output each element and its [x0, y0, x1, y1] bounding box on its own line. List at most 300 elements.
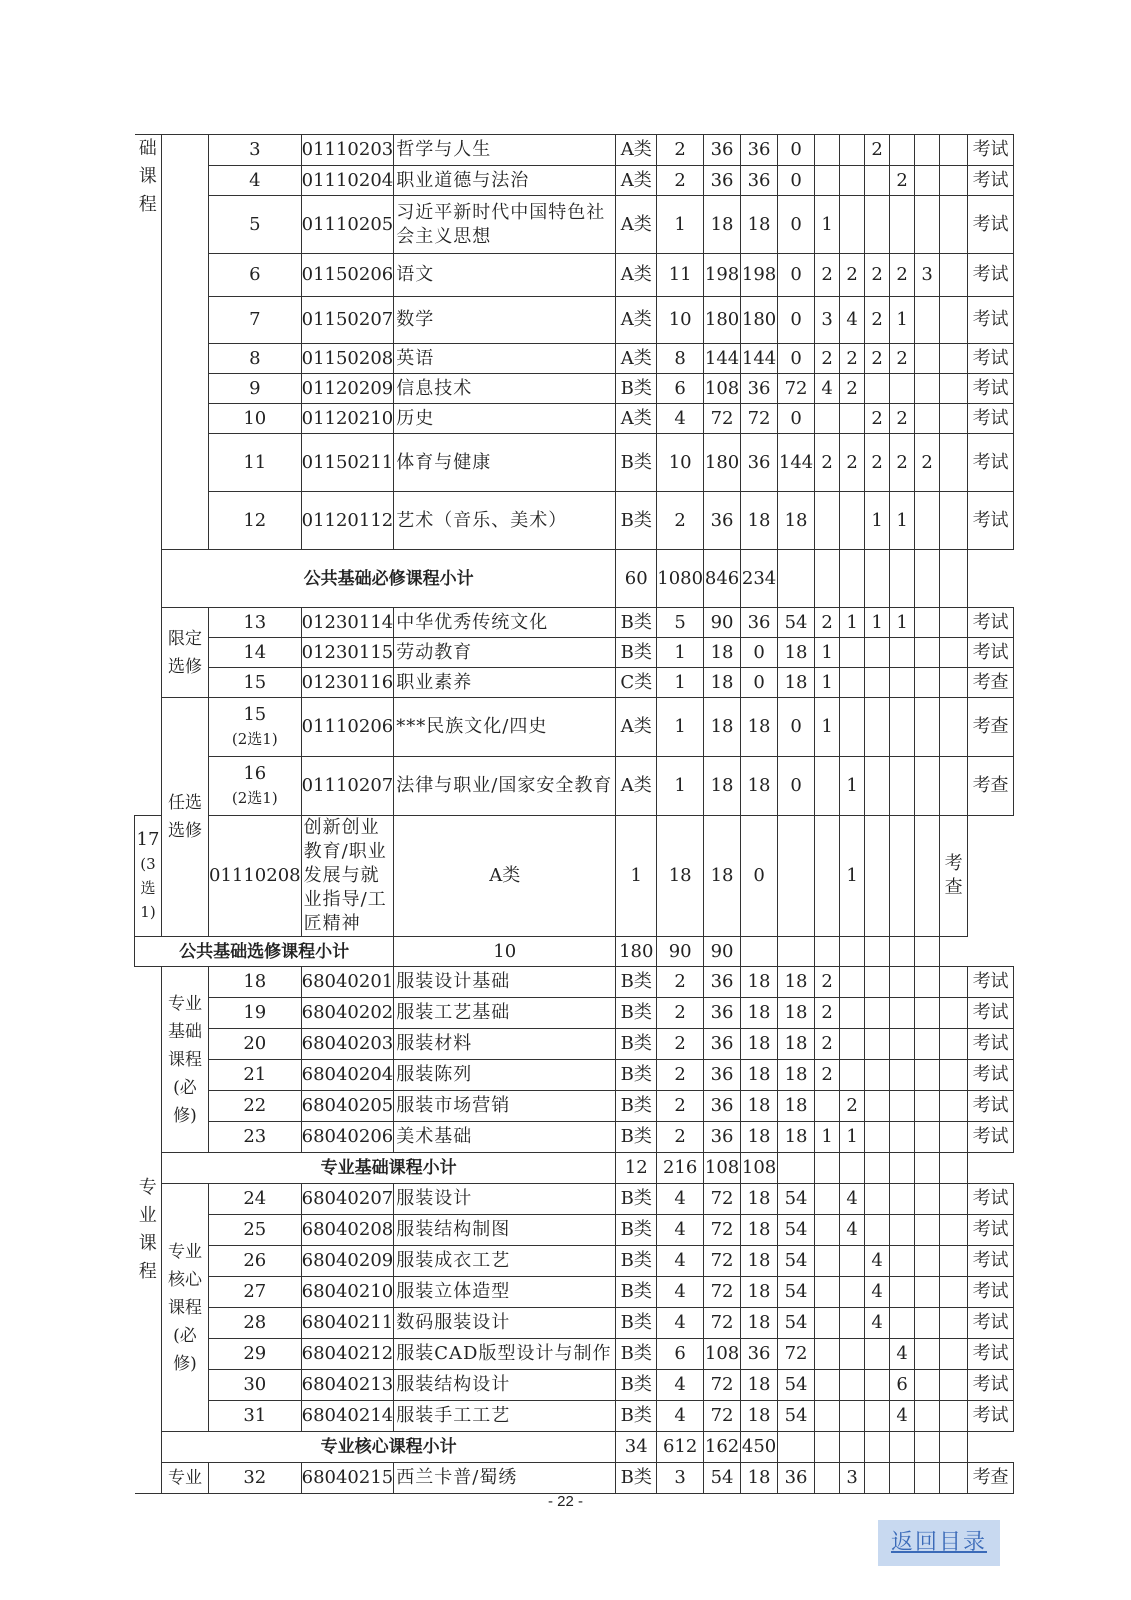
cell-credit: 4: [657, 1308, 704, 1339]
choice-note: (2选1): [231, 730, 278, 748]
cell-s3: [865, 196, 890, 254]
cell-type: A类: [394, 816, 616, 937]
subtotal-row: [135, 937, 1014, 967]
cell-s2: [840, 698, 865, 757]
cell-type: B类: [616, 1215, 657, 1246]
cell-credit: 2: [657, 166, 704, 196]
cell-s1: 2: [815, 967, 840, 998]
cell-s5: [915, 1029, 940, 1060]
cell-s1: [815, 757, 840, 816]
cell-s2: [840, 668, 865, 698]
cell-s6: [940, 492, 968, 550]
cell-credit: 4: [657, 404, 704, 434]
cell-name: 信息技术: [394, 374, 616, 404]
cell-s3: [865, 1215, 890, 1246]
table-row: [135, 374, 1014, 404]
cell-s6: [940, 1463, 968, 1494]
cell-s1: [815, 1091, 840, 1122]
cell-practice: 0: [778, 404, 815, 434]
cell-code: 68040204: [301, 1060, 394, 1091]
cell-practice: 54: [778, 1215, 815, 1246]
table-row: [135, 1091, 1014, 1122]
cell-s6: [940, 1184, 968, 1215]
cell-s4: [890, 698, 915, 757]
cell-s1: 2: [815, 434, 840, 492]
cell-theory: 18: [741, 1215, 778, 1246]
table-row: [135, 608, 1014, 638]
course-no: 16: [243, 763, 267, 784]
cell-s4: 4: [890, 1339, 915, 1370]
cell-s5: [915, 638, 940, 668]
cell-s1: 1: [815, 638, 840, 668]
cell-s2: [840, 1246, 865, 1277]
cell-s3: [865, 1401, 890, 1432]
subtotal-practice: 108: [741, 1153, 778, 1184]
cell-s2: [840, 1339, 865, 1370]
cell-s3: 4: [865, 1308, 890, 1339]
section-label-prof_core: 专业 核心 课程 (必修): [162, 1184, 209, 1432]
cell-s4: 2: [890, 404, 915, 434]
cell-s1: [815, 1184, 840, 1215]
cell-s2: [840, 135, 865, 166]
cell-code: 01230114: [301, 608, 394, 638]
table-row: [135, 1339, 1014, 1370]
cell-s3: [865, 166, 890, 196]
cell-no: 15: [209, 668, 302, 698]
cell-s5: 2: [915, 434, 940, 492]
cell-name: 法律与职业/国家安全教育: [394, 757, 616, 816]
subtotal-theory: 90: [657, 937, 704, 967]
cell-no: 12: [209, 492, 302, 550]
cell-s5: [915, 1463, 940, 1494]
section-label-free_elective: 任选 选修: [162, 698, 209, 937]
cell-code: 68040206: [301, 1122, 394, 1153]
cell-no: 8: [209, 344, 302, 374]
cell-practice: 18: [778, 1091, 815, 1122]
cell-s5: [915, 1184, 940, 1215]
cell-name: 西兰卡普/蜀绣: [394, 1463, 616, 1494]
cell-assess: 考试: [968, 135, 1014, 166]
cell-assess: 考试: [968, 1308, 1014, 1339]
cell-credit: 1: [657, 638, 704, 668]
cell-type: B类: [616, 967, 657, 998]
cell-s3: [865, 967, 890, 998]
cell-theory: 18: [741, 1401, 778, 1432]
cell-s6: [940, 1122, 968, 1153]
subtotal-label: 公共基础必修课程小计: [162, 550, 616, 608]
cell-s4: [890, 668, 915, 698]
cell-s5: [915, 492, 940, 550]
cell-no: 4: [209, 166, 302, 196]
cell-type: B类: [616, 1277, 657, 1308]
cell-practice: 0: [778, 698, 815, 757]
back-to-toc-link[interactable]: 返回目录: [878, 1520, 1000, 1566]
empty-section-cell: [162, 135, 209, 550]
cell-type: C类: [616, 668, 657, 698]
cell-name: 服装材料: [394, 1029, 616, 1060]
cell-theory: 18: [704, 816, 741, 937]
section-label-prof_ext: 专业: [162, 1463, 209, 1494]
cell-name: 服装手工工艺: [394, 1401, 616, 1432]
cell-practice: 0: [778, 135, 815, 166]
cell-s3: [865, 757, 890, 816]
table-row: [135, 344, 1014, 374]
cell-total: 72: [704, 1401, 741, 1432]
empty-cell: [940, 550, 968, 608]
cell-s6: [940, 434, 968, 492]
cell-practice: 54: [778, 1401, 815, 1432]
cell-s6: [940, 608, 968, 638]
cell-s2: [840, 404, 865, 434]
table-row: [135, 1122, 1014, 1153]
empty-cell: [815, 937, 840, 967]
cell-credit: 2: [657, 1060, 704, 1091]
cell-s4: [890, 374, 915, 404]
cell-assess: 考试: [968, 196, 1014, 254]
cell-type: A类: [616, 404, 657, 434]
cell-code: 01120209: [301, 374, 394, 404]
cell-total: 36: [704, 998, 741, 1029]
cell-assess: 考试: [968, 998, 1014, 1029]
table-row: [135, 638, 1014, 668]
cell-s1: 3: [815, 297, 840, 344]
cell-credit: 2: [657, 1091, 704, 1122]
cell-s4: [890, 638, 915, 668]
cell-assess: 考查: [968, 1463, 1014, 1494]
cell-s1: 2: [815, 344, 840, 374]
table-row: [135, 404, 1014, 434]
cell-total: 36: [704, 1122, 741, 1153]
cell-s1: 1: [815, 698, 840, 757]
cell-theory: 18: [741, 1308, 778, 1339]
cell-theory: 0: [741, 668, 778, 698]
cell-s4: [890, 757, 915, 816]
cell-s6: [940, 638, 968, 668]
cell-total: 54: [704, 1463, 741, 1494]
subtotal-credit: 60: [616, 550, 657, 608]
cell-total: 198: [704, 254, 741, 297]
cell-s4: [890, 1184, 915, 1215]
cell-practice: 72: [778, 374, 815, 404]
cell-name: 服装成衣工艺: [394, 1246, 616, 1277]
cell-total: 36: [704, 492, 741, 550]
cell-name: 服装设计: [394, 1184, 616, 1215]
cell-assess: 考查: [968, 698, 1014, 757]
cell-theory: 18: [741, 998, 778, 1029]
cell-theory: 18: [741, 1370, 778, 1401]
cell-s1: [815, 404, 840, 434]
cell-s4: [890, 1060, 915, 1091]
cell-s5: 3: [915, 254, 940, 297]
subtotal-credit: 10: [394, 937, 616, 967]
cell-s1: 2: [815, 1029, 840, 1060]
cell-practice: 72: [778, 1339, 815, 1370]
cell-code: 01110207: [301, 757, 394, 816]
cell-s6: [940, 668, 968, 698]
cell-type: A类: [616, 698, 657, 757]
empty-cell: [865, 937, 890, 967]
cell-s6: [940, 1029, 968, 1060]
cell-s1: 1: [815, 668, 840, 698]
subtotal-practice: 450: [741, 1432, 778, 1463]
cell-s4: [865, 816, 890, 937]
cell-theory: 36: [741, 608, 778, 638]
cell-code: 01150206: [301, 254, 394, 297]
cell-practice: 18: [778, 668, 815, 698]
cell-practice: 0: [778, 344, 815, 374]
cell-practice: 18: [778, 1060, 815, 1091]
cell-practice: 18: [778, 492, 815, 550]
subtotal-practice: 234: [741, 550, 778, 608]
cell-theory: 36: [741, 434, 778, 492]
cell-s3: [865, 1339, 890, 1370]
cell-name: 服装CAD版型设计与制作: [394, 1339, 616, 1370]
cell-s3: 2: [865, 344, 890, 374]
cell-s6: [940, 1277, 968, 1308]
cell-s3: [865, 1060, 890, 1091]
cell-type: B类: [616, 1029, 657, 1060]
cell-s5: [915, 166, 940, 196]
subtotal-total: 1080: [657, 550, 704, 608]
cell-practice: 0: [778, 166, 815, 196]
cell-credit: 4: [657, 1401, 704, 1432]
cell-theory: 18: [741, 1122, 778, 1153]
cell-no: 24: [209, 1184, 302, 1215]
cell-no: [209, 757, 302, 816]
cell-type: B类: [616, 434, 657, 492]
cell-no: 28: [209, 1308, 302, 1339]
cell-name: 习近平新时代中国特色社会主义思想: [394, 196, 616, 254]
cell-s1: 2: [815, 608, 840, 638]
cell-code: 68040214: [301, 1401, 394, 1432]
cell-s5: [915, 1308, 940, 1339]
cell-type: B类: [616, 638, 657, 668]
cell-theory: 198: [741, 254, 778, 297]
cell-name: ***民族文化/四史: [394, 698, 616, 757]
table-row: [135, 816, 1014, 937]
cell-s1: [815, 1463, 840, 1494]
table-row: [135, 1029, 1014, 1060]
empty-cell: [865, 550, 890, 608]
cell-code: 68040205: [301, 1091, 394, 1122]
cell-s3: [865, 1091, 890, 1122]
cell-code: 68040202: [301, 998, 394, 1029]
cell-assess: 考试: [968, 1184, 1014, 1215]
cell-credit: 4: [657, 1215, 704, 1246]
cell-type: B类: [616, 1184, 657, 1215]
cell-credit: 2: [657, 135, 704, 166]
cell-s1: [815, 1401, 840, 1432]
cell-no: 14: [209, 638, 302, 668]
cell-s6: [940, 998, 968, 1029]
cell-s1: [815, 492, 840, 550]
cell-s5: [915, 297, 940, 344]
cell-s6: [940, 1246, 968, 1277]
cell-theory: 72: [741, 404, 778, 434]
cell-s4: 4: [890, 1401, 915, 1432]
empty-cell: [815, 1153, 840, 1184]
table-row: [135, 1401, 1014, 1432]
cell-total: 18: [704, 668, 741, 698]
cell-total: 72: [704, 1370, 741, 1401]
cell-assess: 考试: [968, 1091, 1014, 1122]
cell-s2: [840, 1370, 865, 1401]
cell-name: 服装结构制图: [394, 1215, 616, 1246]
table-row: [135, 166, 1014, 196]
cell-assess: 考试: [968, 1060, 1014, 1091]
cell-s6: [940, 297, 968, 344]
cell-s6: [915, 816, 940, 937]
cell-theory: 18: [741, 1091, 778, 1122]
cell-s1: [815, 1277, 840, 1308]
table-row: [135, 1277, 1014, 1308]
cell-s5: [915, 608, 940, 638]
cell-name: 数码服装设计: [394, 1308, 616, 1339]
cell-s2: 2: [840, 374, 865, 404]
cell-s5: [915, 1215, 940, 1246]
cell-s5: [915, 1060, 940, 1091]
empty-cell: [778, 1153, 815, 1184]
cell-s2: [840, 998, 865, 1029]
cell-total: 90: [704, 608, 741, 638]
cell-code: 01110204: [301, 166, 394, 196]
cell-name: 英语: [394, 344, 616, 374]
cell-s4: [890, 1091, 915, 1122]
cell-type: B类: [616, 1339, 657, 1370]
cell-s1: [815, 1308, 840, 1339]
cell-s1: [815, 1215, 840, 1246]
cell-practice: 18: [778, 1122, 815, 1153]
cell-s3: [865, 1184, 890, 1215]
cell-s2: 3: [840, 1463, 865, 1494]
cell-s2: [840, 196, 865, 254]
cell-total: 72: [704, 1308, 741, 1339]
cell-name: 创新创业教育/职业发展与就业指导/工匠精神: [301, 816, 394, 937]
cell-no: 25: [209, 1215, 302, 1246]
cell-s2: [840, 1308, 865, 1339]
cell-s6: [940, 166, 968, 196]
cell-s4: [890, 998, 915, 1029]
table-row: [135, 698, 1014, 757]
cell-s6: [940, 1339, 968, 1370]
table-row: [135, 254, 1014, 297]
cell-s6: [940, 196, 968, 254]
cell-assess: 考试: [968, 492, 1014, 550]
cell-s2: [840, 638, 865, 668]
cell-s1: [815, 135, 840, 166]
cell-no: 30: [209, 1370, 302, 1401]
cell-s3: [865, 374, 890, 404]
cell-credit: 1: [657, 196, 704, 254]
cell-no: 29: [209, 1339, 302, 1370]
cell-total: 72: [704, 1277, 741, 1308]
cell-no: 3: [209, 135, 302, 166]
cell-no: 9: [209, 374, 302, 404]
cell-s3: [865, 1122, 890, 1153]
cell-theory: 144: [741, 344, 778, 374]
cell-credit: 6: [657, 1339, 704, 1370]
cell-s2: 1: [840, 608, 865, 638]
cell-type: B类: [616, 1091, 657, 1122]
choice-note: (3选1): [140, 855, 156, 921]
cell-name: 服装结构设计: [394, 1370, 616, 1401]
subtotal-practice: 90: [704, 937, 741, 967]
subtotal-row: [135, 550, 1014, 608]
cell-code: 01150208: [301, 344, 394, 374]
cell-assess: 考试: [968, 1370, 1014, 1401]
cell-name: 美术基础: [394, 1122, 616, 1153]
subtotal-total: 612: [657, 1432, 704, 1463]
cell-name: 服装设计基础: [394, 967, 616, 998]
cell-s5: [915, 404, 940, 434]
cell-s1: 2: [815, 998, 840, 1029]
table-row: [135, 757, 1014, 816]
cell-s3: [865, 998, 890, 1029]
cell-s5: [915, 196, 940, 254]
section-label-prof_basic: 专业 基础 课程 (必修): [162, 967, 209, 1153]
empty-cell: [778, 937, 815, 967]
cell-s5: [915, 1370, 940, 1401]
cell-s2: 4: [840, 297, 865, 344]
table-row: [135, 1215, 1014, 1246]
cell-s6: [940, 254, 968, 297]
cell-theory: 18: [741, 1463, 778, 1494]
cell-assess: 考试: [968, 434, 1014, 492]
cell-s4: [890, 135, 915, 166]
cell-type: A类: [616, 135, 657, 166]
cell-s5: [890, 816, 915, 937]
cell-assess: 考试: [968, 1122, 1014, 1153]
empty-cell: [940, 1153, 968, 1184]
subtotal-theory: 846: [704, 550, 741, 608]
cell-name: 服装市场营销: [394, 1091, 616, 1122]
cell-code: 68040207: [301, 1184, 394, 1215]
cell-s1: [778, 816, 815, 937]
cell-s6: [940, 1060, 968, 1091]
cell-credit: 6: [657, 374, 704, 404]
cell-s4: [890, 1277, 915, 1308]
cell-no: 32: [209, 1463, 302, 1494]
cell-total: 72: [704, 1184, 741, 1215]
cell-name: 体育与健康: [394, 434, 616, 492]
cell-type: A类: [616, 757, 657, 816]
cell-s5: [915, 1339, 940, 1370]
cell-s4: 1: [890, 297, 915, 344]
cell-assess: 考查: [940, 816, 968, 937]
cell-s3: 2: [865, 135, 890, 166]
cell-s4: [890, 1029, 915, 1060]
cell-name: 中华优秀传统文化: [394, 608, 616, 638]
cell-s3: 4: [865, 1277, 890, 1308]
cell-s6: [940, 967, 968, 998]
cell-type: A类: [616, 166, 657, 196]
cell-s2: 1: [840, 757, 865, 816]
empty-cell: [815, 1432, 840, 1463]
empty-cell: [890, 937, 915, 967]
cell-s4: [890, 1308, 915, 1339]
empty-cell: [840, 1432, 865, 1463]
cell-no: 23: [209, 1122, 302, 1153]
empty-cell: [940, 1432, 968, 1463]
cell-no: 31: [209, 1401, 302, 1432]
cell-s6: [940, 344, 968, 374]
cell-assess: 考试: [968, 166, 1014, 196]
cell-assess: 考试: [968, 1029, 1014, 1060]
empty-cell: [865, 1432, 890, 1463]
cell-s2: [840, 1401, 865, 1432]
cell-total: 144: [704, 344, 741, 374]
cell-name: 职业素养: [394, 668, 616, 698]
